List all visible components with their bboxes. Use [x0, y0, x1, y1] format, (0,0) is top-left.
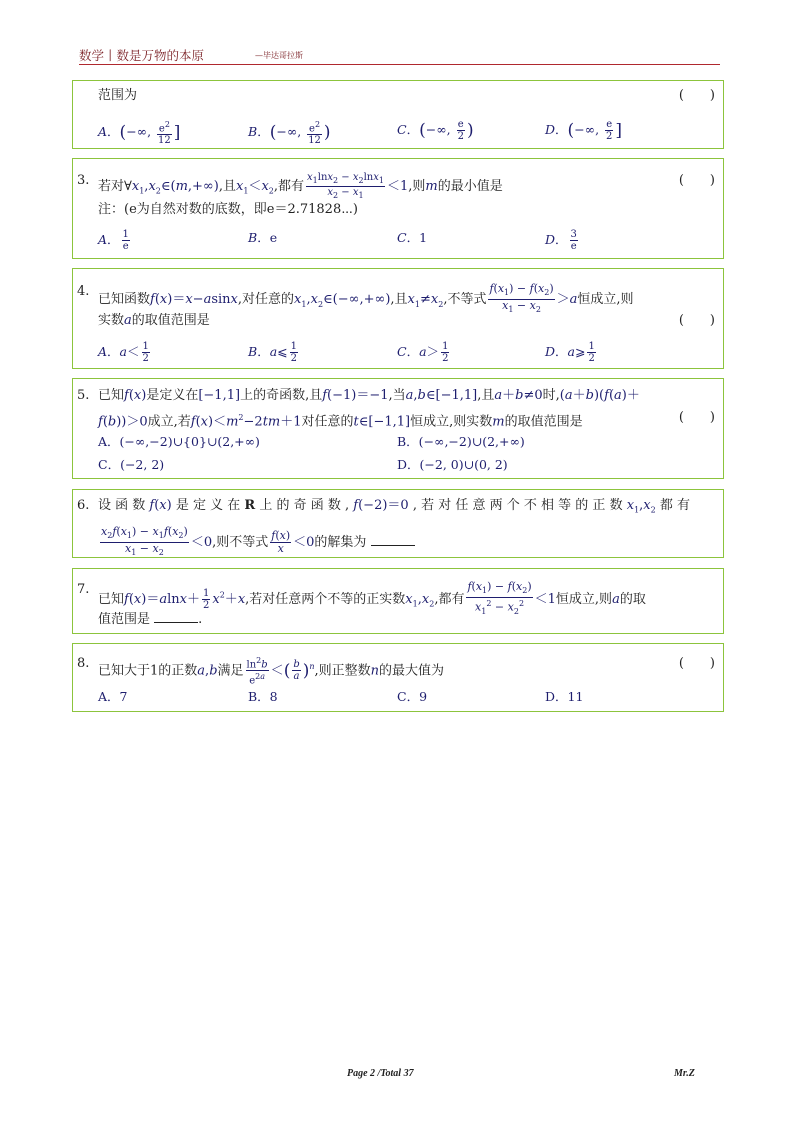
q8-option-a[interactable]: A．7 [98, 689, 128, 704]
q4-option-d[interactable]: D．a⩾ $\frac{1}{2}$ [545, 341, 595, 364]
q-prev-option-c[interactable]: C．(−∞, $\frac{e}{2}$ ) [397, 119, 474, 142]
header-title: 数学丨数是万物的本原 [79, 48, 205, 63]
q8-paren: ( ) [678, 656, 715, 671]
q3-option-c[interactable]: C．1 [397, 230, 428, 245]
q-prev-paren: ( ) [678, 88, 715, 103]
q6-number: 6. [77, 498, 90, 513]
q3-option-b[interactable]: B．e [248, 230, 278, 245]
q4-option-b[interactable]: B．a⩽ $\frac{1}{2}$ [248, 341, 298, 364]
q-prev-option-a[interactable]: A．(−∞, $\frac{e^2}{12}$ ] [98, 120, 181, 147]
q7-number: 7. [77, 582, 90, 597]
q8-number: 8. [77, 656, 90, 671]
q4-stem-line2: 实数a的取值范围是 [98, 313, 210, 328]
q5-option-b[interactable]: B．(−∞,−2)∪(2,+∞) [397, 434, 525, 449]
question-4-box [72, 268, 724, 369]
q3-stem: 若对$\forall x_1,x_2\in(m,+\infty)$,且$x_1<x_2$,都有 $\frac{x_1\ln x_2 - x_2\ln x_1}{x_2 - x_1}$ ＜1,则m的最小值是 [98, 172, 503, 200]
q8-option-d[interactable]: D．11 [545, 689, 584, 704]
header-rule [79, 64, 720, 65]
q7-stem-line1: 已知f(x)＝alnx＋ $\frac{1}{2}$ $x^2+x$,若对任意两个不等的正实数$x_1,x_2$,都有 $\frac{f(x_1) - f(x_2)}{x_1^2 - x_2^2}$ ＜1恒成立,则a的取 [98, 580, 646, 617]
question-prev-box [72, 80, 724, 149]
q3-number: 3. [77, 173, 90, 188]
footer-author: Mr.Z [674, 1068, 695, 1079]
q6-stem-line1: 设 函 数 f(x) 是 定 义 在 R 上 的 奇 函 数 , f(−2)＝0 , 若 对 任 意 两 个 不 相 等 的 正 数 $x_1,x_2$ 都 有 [98, 498, 691, 515]
q4-stem: 已知函数f(x)＝x−asinx,对任意的$x_1,x_2\in(-\infty,+\infty)$,且$x_1\ne x_2$,不等式 $\frac{f(x_1) - f(x_2)}{x_1 - x_2}$ ＞a恒成立,则 [98, 282, 634, 315]
q8-option-c[interactable]: C．9 [397, 689, 428, 704]
q5-stem-line1: 已知f(x)是定义在[−1,1]上的奇函数,且f(−1)＝−1,当a,b∈[−1,1],且a＋b≠0时,(a＋b)(f(a)＋ [98, 388, 640, 403]
q7-answer-blank[interactable] [154, 610, 198, 623]
q4-option-a[interactable]: A．a＜ $\frac{1}{2}$ [98, 341, 149, 364]
q4-paren: ( ) [678, 313, 715, 328]
q-prev-option-b[interactable]: B．(−∞, $\frac{e^2}{12}$ ) [248, 120, 331, 147]
q7-stem-line2: 值范围是 . [98, 612, 203, 627]
q8-stem: 已知大于1的正数a,b满足 $\frac{\ln^2b}{e^{2a}}$ ＜( $\frac{b}{a}$ )$^n$,则正整数n的最大值为 [98, 656, 445, 687]
q5-option-d[interactable]: D．(−2, 0)∪(0, 2) [397, 457, 508, 472]
question-3-box [72, 158, 724, 259]
q5-paren: ( ) [678, 410, 715, 425]
q5-option-a[interactable]: A．(−∞,−2)∪{0}∪(2,+∞) [98, 434, 260, 449]
q-prev-stem: 范围为 [98, 88, 138, 103]
question-7-box [72, 568, 724, 634]
q3-option-d[interactable]: D． $\frac{3}{e}$ [545, 229, 577, 252]
question-6-box [72, 489, 724, 558]
q4-number: 4. [77, 284, 90, 299]
header-subtitle: —毕达哥拉斯 [255, 51, 303, 60]
q5-stem-line2: f(b))＞0成立,若$f(x)<m^2-2tm+1$对任意的t∈[−1,1]恒成立,则实数m的取值范围是 [98, 413, 583, 430]
q6-stem-line2: $\frac{x_2f(x_1) - x_1f(x_2)}{x_1 - x_2}$ ＜0,则不等式 $\frac{f(x)}{x}$ ＜0的解集为 [98, 526, 415, 559]
question-5-box [72, 378, 724, 479]
q6-answer-blank[interactable] [371, 533, 415, 546]
q-prev-option-d[interactable]: D．(−∞, $\frac{e}{2}$ ] [545, 119, 623, 142]
q4-option-c[interactable]: C．a＞ $\frac{1}{2}$ [397, 341, 449, 364]
q5-number: 5. [77, 388, 90, 403]
page-number: Page 2 /Total 37 [347, 1068, 414, 1079]
question-8-box [72, 643, 724, 712]
q3-paren: ( ) [678, 173, 715, 188]
page-header [79, 46, 719, 64]
q3-option-a[interactable]: A． $\frac{1}{e}$ [98, 229, 129, 252]
q5-option-c[interactable]: C．(−2, 2) [98, 457, 165, 472]
q8-option-b[interactable]: B．8 [248, 689, 278, 704]
q3-note: 注：(e为自然对数的底数，即e＝2.71828⋯) [98, 202, 358, 217]
